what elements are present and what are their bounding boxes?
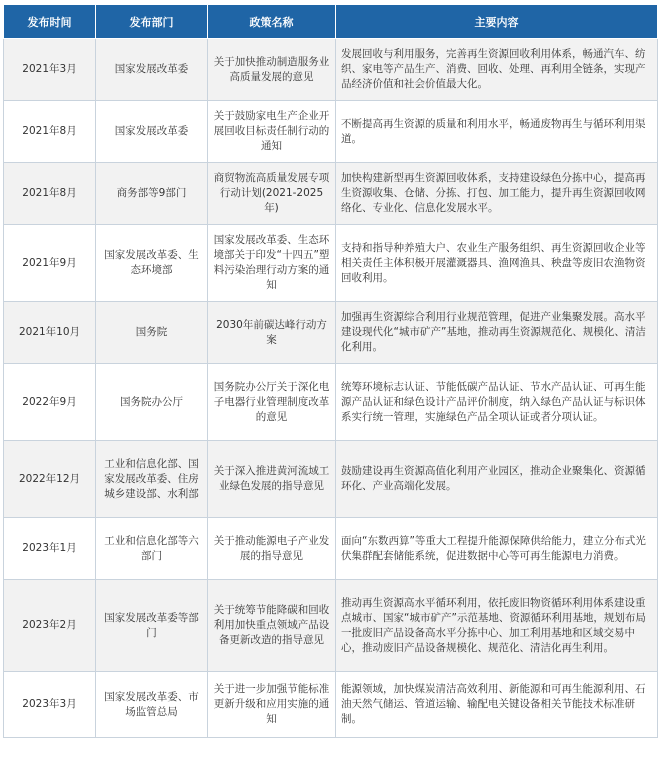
- cell-content: 能源领域，加快煤炭清洁高效利用、新能源和可再生能源利用、石油天然气储运、管道运输、输配电关键设备相关节能技术标准研制。: [336, 672, 658, 738]
- cell-date: 2021年3月: [4, 39, 96, 101]
- cell-date: 2023年1月: [4, 518, 96, 580]
- table-row: [4, 441, 658, 518]
- cell-date: 2023年2月: [4, 580, 96, 672]
- table-row: [4, 225, 658, 302]
- cell-department: 商务部等9部门: [96, 163, 208, 225]
- cell-content: 不断提高再生资源的质量和利用水平，畅通废物再生与循环利用渠道。: [336, 101, 658, 163]
- cell-department: 国家发展改革委: [96, 39, 208, 101]
- cell-department: 国家发展改革委、市场监管总局: [96, 672, 208, 738]
- cell-date: 2023年3月: [4, 672, 96, 738]
- cell-date: 2021年8月: [4, 163, 96, 225]
- cell-policy: 关于推动能源电子产业发展的指导意见: [208, 518, 336, 580]
- cell-department: 工业和信息化部等六部门: [96, 518, 208, 580]
- cell-content: 加快构建新型再生资源回收体系，支持建设绿色分拣中心，提高再生资源收集、仓储、分拣、打包、加工能力，提升再生资源回收网络化、专业化、信息化发展水平。: [336, 163, 658, 225]
- cell-content: 统筹环境标志认证、节能低碳产品认证、节水产品认证、可再生能源产品认证和绿色设计产品评价制度，纳入绿色产品认证与标识体系实行统一管理，实施绿色产品全项认证或者分项认证。: [336, 364, 658, 441]
- header-content: 主要内容: [336, 5, 658, 39]
- header-department: 发布部门: [96, 5, 208, 39]
- header-date: 发布时间: [4, 5, 96, 39]
- cell-date: 2022年9月: [4, 364, 96, 441]
- cell-date: 2022年12月: [4, 441, 96, 518]
- cell-policy: 关于统筹节能降碳和回收利用加快重点领域产品设备更新改造的指导意见: [208, 580, 336, 672]
- cell-content: 面向“东数西算”等重大工程提升能源保障供给能力，建立分布式光伏集群配套储能系统，促进数据中心等可再生能源电力消费。: [336, 518, 658, 580]
- cell-policy: 关于鼓励家电生产企业开展回收目标责任制行动的通知: [208, 101, 336, 163]
- cell-date: 2021年9月: [4, 225, 96, 302]
- cell-date: 2021年10月: [4, 302, 96, 364]
- cell-content: 发展回收与利用服务，完善再生资源回收利用体系，畅通汽车、纺织、家电等产品生产、消费、回收、处理、再利用全链条，实现产品经济价值和社会价值最大化。: [336, 39, 658, 101]
- policy-table: [3, 4, 658, 738]
- table-row: [4, 364, 658, 441]
- table-row: [4, 163, 658, 225]
- table-row: [4, 39, 658, 101]
- cell-policy: 关于进一步加强节能标准更新升级和应用实施的通知: [208, 672, 336, 738]
- table-row: [4, 101, 658, 163]
- cell-content: 鼓励建设再生资源高值化利用产业园区，推动企业聚集化、资源循环化、产业高端化发展。: [336, 441, 658, 518]
- cell-date: 2021年8月: [4, 101, 96, 163]
- cell-policy: 国家发展改革委、生态环境部关于印发“十四五”塑料污染治理行动方案的通知: [208, 225, 336, 302]
- cell-policy: 2030年前碳达峰行动方案: [208, 302, 336, 364]
- cell-department: 国务院办公厅: [96, 364, 208, 441]
- cell-department: 工业和信息化部、国家发展改革委、住房城乡建设部、水利部: [96, 441, 208, 518]
- cell-content: 支持和指导种养殖大户、农业生产服务组织、再生资源回收企业等相关责任主体积极开展灌溉器具、渔网渔具、秧盘等废旧农渔物资回收利用。: [336, 225, 658, 302]
- cell-department: 国家发展改革委等部门: [96, 580, 208, 672]
- header-policy: 政策名称: [208, 5, 336, 39]
- cell-department: 国家发展改革委: [96, 101, 208, 163]
- cell-policy: 关于加快推动制造服务业高质量发展的意见: [208, 39, 336, 101]
- table-row: [4, 302, 658, 364]
- cell-content: 加强再生资源综合利用行业规范管理，促进产业集聚发展。高水平建设现代化“城市矿产”基地，推动再生资源规范化、规模化、清洁化利用。: [336, 302, 658, 364]
- cell-policy: 国务院办公厅关于深化电子电器行业管理制度改革的意见: [208, 364, 336, 441]
- cell-department: 国家发展改革委、生态环境部: [96, 225, 208, 302]
- table-row: [4, 672, 658, 738]
- table-row: [4, 518, 658, 580]
- cell-policy: 关于深入推进黄河流域工业绿色发展的指导意见: [208, 441, 336, 518]
- cell-department: 国务院: [96, 302, 208, 364]
- table-row: [4, 580, 658, 672]
- table-header-row: [4, 5, 658, 39]
- cell-content: 推动再生资源高水平循环利用，依托废旧物资循环利用体系建设重点城市、国家“城市矿产”示范基地、资源循环利用基地，规划布局一批废旧产品设备高水平分拣中心、加工利用基地和区域交易中心，推动废旧产品设备规模化、规范化、清洁化再生利用。: [336, 580, 658, 672]
- cell-policy: 商贸物流高质量发展专项行动计划(2021-2025年): [208, 163, 336, 225]
